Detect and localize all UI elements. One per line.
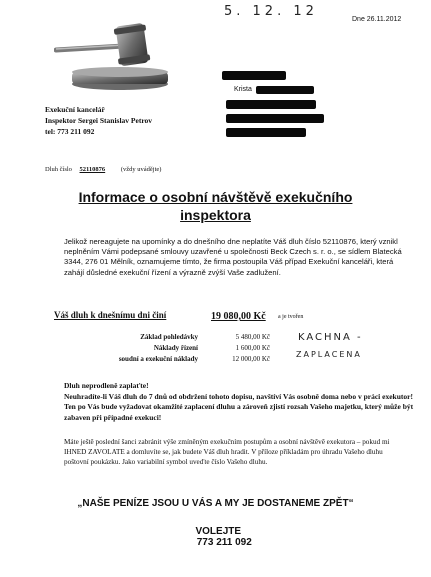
slogan: „NAŠE PENÍZE JSOU U VÁS A MY JE DOSTANEME ZPĚT“	[77, 498, 354, 509]
breakdown-row-2-value: 1 600,00 Kč	[235, 344, 270, 352]
document-title	[0, 188, 431, 224]
breakdown-row-2-label: Náklady řízení	[153, 344, 198, 352]
debt-number: 52110876	[79, 166, 106, 173]
breakdown-row-1-label: Základ pohledávky	[140, 333, 198, 341]
gavel-icon	[54, 20, 174, 92]
sender-block	[45, 104, 152, 137]
sender-inspector: Inspektor Sergei Stanislav Petrov	[45, 116, 153, 125]
intro-paragraph: Jelikož nereagujete na upomínky a do dnešního dne neplatíte Váš dluh číslo 52110876, který vznikl neplněním Vámi podepsané smlouvy uzavřené u společnosti Beck Czech s. r. o., se sídlem Blatecká 3344, 276 01 Mělník, oznamujeme tímto, že firma postoupila Váš případ Exekuční kanceláři, která zahájí důsledné exekuční řízení a výrazně zvýší Vaše zadlužení.	[64, 237, 402, 277]
last-chance-paragraph: Máte ještě poslední šanci zabránit výše zmíněným exekučním postupům a osobní návštěvě exekutora – pokud mi IHNED ZAVOLATE a domluvíte se, jak budete Váš dluh hradit. V příloze příkladám pro úhradu Vašeho dluhu poštovní poukázku. Jako variabilní symbol uveďte číslo Vašeho dluhu.	[64, 438, 390, 467]
printed-date: Dne 26.11.2012	[352, 16, 402, 23]
debt-number-label: Dluh číslo	[45, 166, 72, 173]
redacted-recipient-line-2	[256, 86, 314, 94]
call-label: VOLEJTE	[195, 526, 242, 537]
debt-total-label: Váš dluh k dnešnímu dni činí	[54, 310, 167, 320]
warning-block	[64, 381, 414, 423]
handwritten-note-line-1: KACHNA -	[298, 332, 363, 343]
breakdown-row-3-value: 12 000,00 Kč	[232, 355, 270, 363]
debt-number-line	[45, 166, 161, 173]
breakdown-row-3-label: soudní a exekuční náklady	[118, 355, 198, 363]
sender-phone: tel: 773 211 092	[45, 127, 95, 136]
call-line	[0, 515, 431, 548]
call-number: 773 211 092	[196, 537, 252, 548]
warning-heading: Dluh neprodleně zaplaťte!	[64, 381, 149, 390]
title-line-1: Informace o osobní návštěvě exekučního	[78, 189, 353, 205]
handwritten-date: 5. 12. 12	[224, 4, 318, 19]
debt-total-note: a je tvořen	[278, 314, 304, 320]
title-line-2: inspektora	[180, 207, 251, 223]
redacted-recipient-line-3	[226, 100, 316, 109]
redacted-recipient-line-1	[222, 71, 286, 80]
handwritten-note-line-2: ZAPLACENA	[296, 350, 362, 359]
sender-name: Exekuční kancelář	[45, 105, 105, 114]
debt-number-note: (vždy uvádějte)	[120, 166, 162, 173]
redacted-recipient-line-4	[226, 114, 324, 123]
debt-total-value: 19 080,00 Kč	[211, 311, 266, 322]
breakdown-row-1-value: 5 480,00 Kč	[235, 333, 270, 341]
redacted-recipient-line-5	[226, 128, 306, 137]
recipient-name-partial: Krista	[234, 86, 252, 93]
warning-text: Neuhradíte-li Váš dluh do 7 dnů od obdržení tohoto dopisu, navštíví Vás osobně doma nebo v práci exekutor! Ten po Vás bude vyžadovat okamžité zaplacení dluhu a zároveň zjistí rozsah Vašeho majetku, který může být zabaven při případné exekuci!	[64, 391, 414, 422]
